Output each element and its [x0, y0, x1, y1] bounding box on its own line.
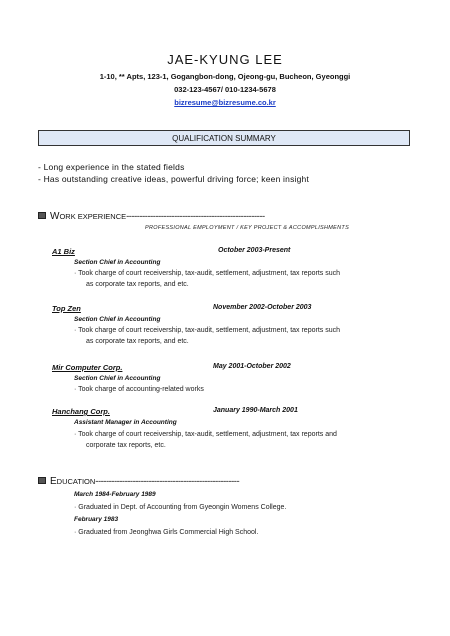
description-line: · Took charge of accounting-related works	[74, 386, 204, 393]
heading-rest: ORK EXPERIENCE	[59, 212, 127, 221]
job-description	[74, 384, 414, 395]
company-name: Top Zen	[52, 304, 81, 313]
heading-initial: W	[50, 211, 60, 222]
job-role: Section Chief in Accounting	[74, 259, 161, 266]
description-line: as corporate tax reports, and etc.	[86, 281, 189, 288]
job-dates: January 1990-March 2001	[213, 407, 298, 414]
job-dates: May 2001-October 2002	[213, 363, 291, 370]
work-experience-heading	[38, 211, 265, 222]
work-subtitle: PROFESSIONAL EMPLOYMENT / KEY PROJECT & ACCOMPLISHMENTS	[145, 225, 350, 231]
description-line: corporate tax reports, etc.	[86, 442, 166, 449]
company-name: A1 Biz	[52, 247, 75, 256]
education-detail: · Graduated from Jeonghwa Girls Commercial High School.	[74, 529, 259, 536]
description-line: · Took charge of court receivership, tax-audit, settlement, adjustment, tax reports such	[74, 327, 340, 334]
company-name: Mir Computer Corp.	[52, 363, 123, 372]
job-description	[74, 325, 414, 347]
address-line: 1-10, ** Apts, 123-1, Gogangbon-dong, Ojeong-gu, Bucheon, Gyeonggi	[99, 72, 351, 81]
description-line: · Took charge of court receivership, tax-audit, settlement, adjustment, tax reports and	[74, 431, 337, 438]
description-line: · Took charge of court receivership, tax-audit, settlement, adjustment, tax reports such	[74, 270, 340, 277]
heading-dashes: ----------------------------------------------------	[126, 211, 265, 222]
job-role: Section Chief in Accounting	[74, 316, 161, 323]
education-detail: · Graduated in Dept. of Accounting from Gyeongin Womens College.	[74, 504, 287, 511]
email-link[interactable]: bizresume@bizresume.co.kr	[174, 98, 276, 107]
job-dates: October 2003-Present	[218, 247, 291, 254]
resume-name: JAE-KYUNG LEE	[167, 52, 283, 67]
section-square-icon	[38, 477, 46, 484]
heading-dashes: ------------------------------------------------------	[95, 476, 240, 487]
education-date: March 1984-February 1989	[74, 491, 156, 498]
education-date: February 1983	[74, 516, 119, 523]
phone-line: 032-123-4567/ 010-1234-5678	[174, 85, 276, 94]
description-line: as corporate tax reports, and etc.	[86, 338, 189, 345]
job-description	[74, 268, 414, 290]
summary-item: - Has outstanding creative ideas, powerful driving force; keen insight	[38, 174, 310, 184]
job-role: Section Chief in Accounting	[74, 375, 161, 382]
job-description	[74, 429, 414, 451]
job-dates: November 2002-October 2003	[213, 304, 312, 311]
summary-item: - Long experience in the stated fields	[38, 162, 185, 172]
job-role: Assistant Manager in Accounting	[74, 419, 177, 426]
heading-initial: E	[50, 476, 57, 487]
heading-rest: DUCATION	[56, 477, 96, 486]
education-heading	[38, 476, 239, 487]
qualification-summary-title: QUALIFICATION SUMMARY	[38, 130, 410, 146]
company-name: Hanchang Corp.	[52, 407, 110, 416]
section-square-icon	[38, 212, 46, 219]
